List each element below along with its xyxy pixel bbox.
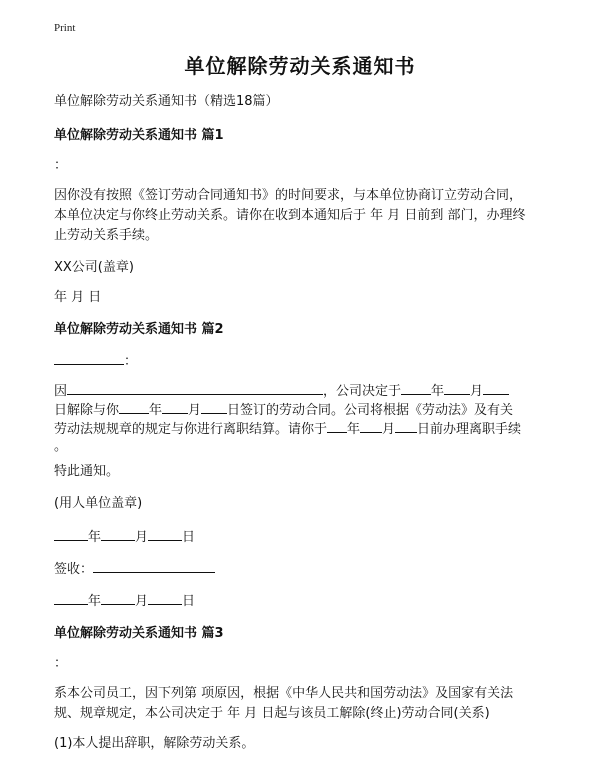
section2-line4: 。 (54, 439, 68, 454)
date1-year-blank (54, 526, 88, 541)
month-blank-2 (162, 399, 188, 414)
year-blank-2 (119, 399, 149, 414)
date2-year: 年 (88, 594, 102, 609)
day-blank-2 (201, 399, 227, 414)
date2-day-blank (148, 590, 182, 605)
date1-day-blank (148, 526, 182, 541)
line2-a: 日解除与你 (54, 403, 120, 418)
line3-a: 劳动法规规章的规定与你进行离职结算。请你于 (54, 422, 328, 437)
month-label-3: 月 (382, 422, 396, 437)
line1-prefix: 因 (54, 384, 68, 399)
section2-date-2 (54, 590, 195, 612)
section2-recipient-line (54, 350, 137, 372)
date1-month: 月 (135, 530, 149, 545)
date2-month-blank (101, 590, 135, 605)
date1-month-blank (101, 526, 135, 541)
year-label: 年 (431, 384, 445, 399)
line3-b: 日前办理离职手续 (417, 422, 522, 437)
recipient-blank (54, 350, 124, 365)
month-label: 月 (470, 384, 484, 399)
month-blank (444, 380, 470, 395)
print-label: Print (54, 22, 76, 34)
section2-sign-line (54, 558, 215, 580)
section2-notice: 特此通知。 (54, 464, 120, 479)
section3-body-line1: 系本公司员工，因下列第 项原因，根据《中华人民共和国劳动法》及国家有关法 (54, 686, 514, 701)
section2-colon: ： (124, 354, 138, 369)
month-label-2: 月 (188, 403, 202, 418)
day-blank-3 (395, 418, 417, 433)
document-title: 单位解除劳动关系通知书 (184, 54, 416, 78)
year-label-2: 年 (149, 403, 163, 418)
date1-year: 年 (88, 530, 102, 545)
date2-year-blank (54, 590, 88, 605)
section3-body-line2: 规、规章规定，本公司决定于 年 月 日起与该员工解除(终止)劳动合同(关系) (54, 706, 490, 721)
reason-blank (67, 380, 323, 395)
date2-month: 月 (135, 594, 149, 609)
year-label-3: 年 (347, 422, 361, 437)
date2-day: 日 (182, 594, 196, 609)
sign-label: 签收： (54, 562, 94, 577)
section3-colon: ： (54, 656, 68, 671)
year-blank-3 (327, 418, 347, 433)
section1-body-line3: 止劳动关系手续。 (54, 228, 159, 243)
section3-heading: 单位解除劳动关系通知书 篇3 (54, 626, 224, 641)
sign-blank (93, 558, 215, 573)
section2-line3 (54, 418, 521, 440)
section1-date: 年 月 日 (54, 290, 102, 305)
year-blank (401, 380, 431, 395)
day-blank (483, 380, 509, 395)
section2-date-1 (54, 526, 195, 548)
month-blank-3 (360, 418, 382, 433)
document-subtitle: 单位解除劳动关系通知书（精选18篇） (54, 94, 279, 109)
date1-day: 日 (182, 530, 196, 545)
line2-b: 日签订的劳动合同。公司将根据《劳动法》及有关 (227, 403, 514, 418)
section1-colon: ： (54, 158, 68, 173)
section2-heading: 单位解除劳动关系通知书 篇2 (54, 322, 224, 337)
section1-body-line2: 本单位决定与你终止劳动关系。请你在收到本通知后于 年 月 日前到 部门，办理终 (54, 208, 526, 223)
section1-heading: 单位解除劳动关系通知书 篇1 (54, 128, 224, 143)
section2-employer-seal: (用人单位盖章) (54, 496, 143, 511)
line1-mid: ，公司决定于 (323, 384, 402, 399)
section1-body-line1: 因你没有按照《签订劳动合同通知书》的时间要求，与本单位协商订立劳动合同， (54, 188, 523, 203)
section1-company-seal: XX公司(盖章) (54, 260, 134, 275)
section3-item1: (1)本人提出辞职，解除劳动关系。 (54, 736, 255, 751)
